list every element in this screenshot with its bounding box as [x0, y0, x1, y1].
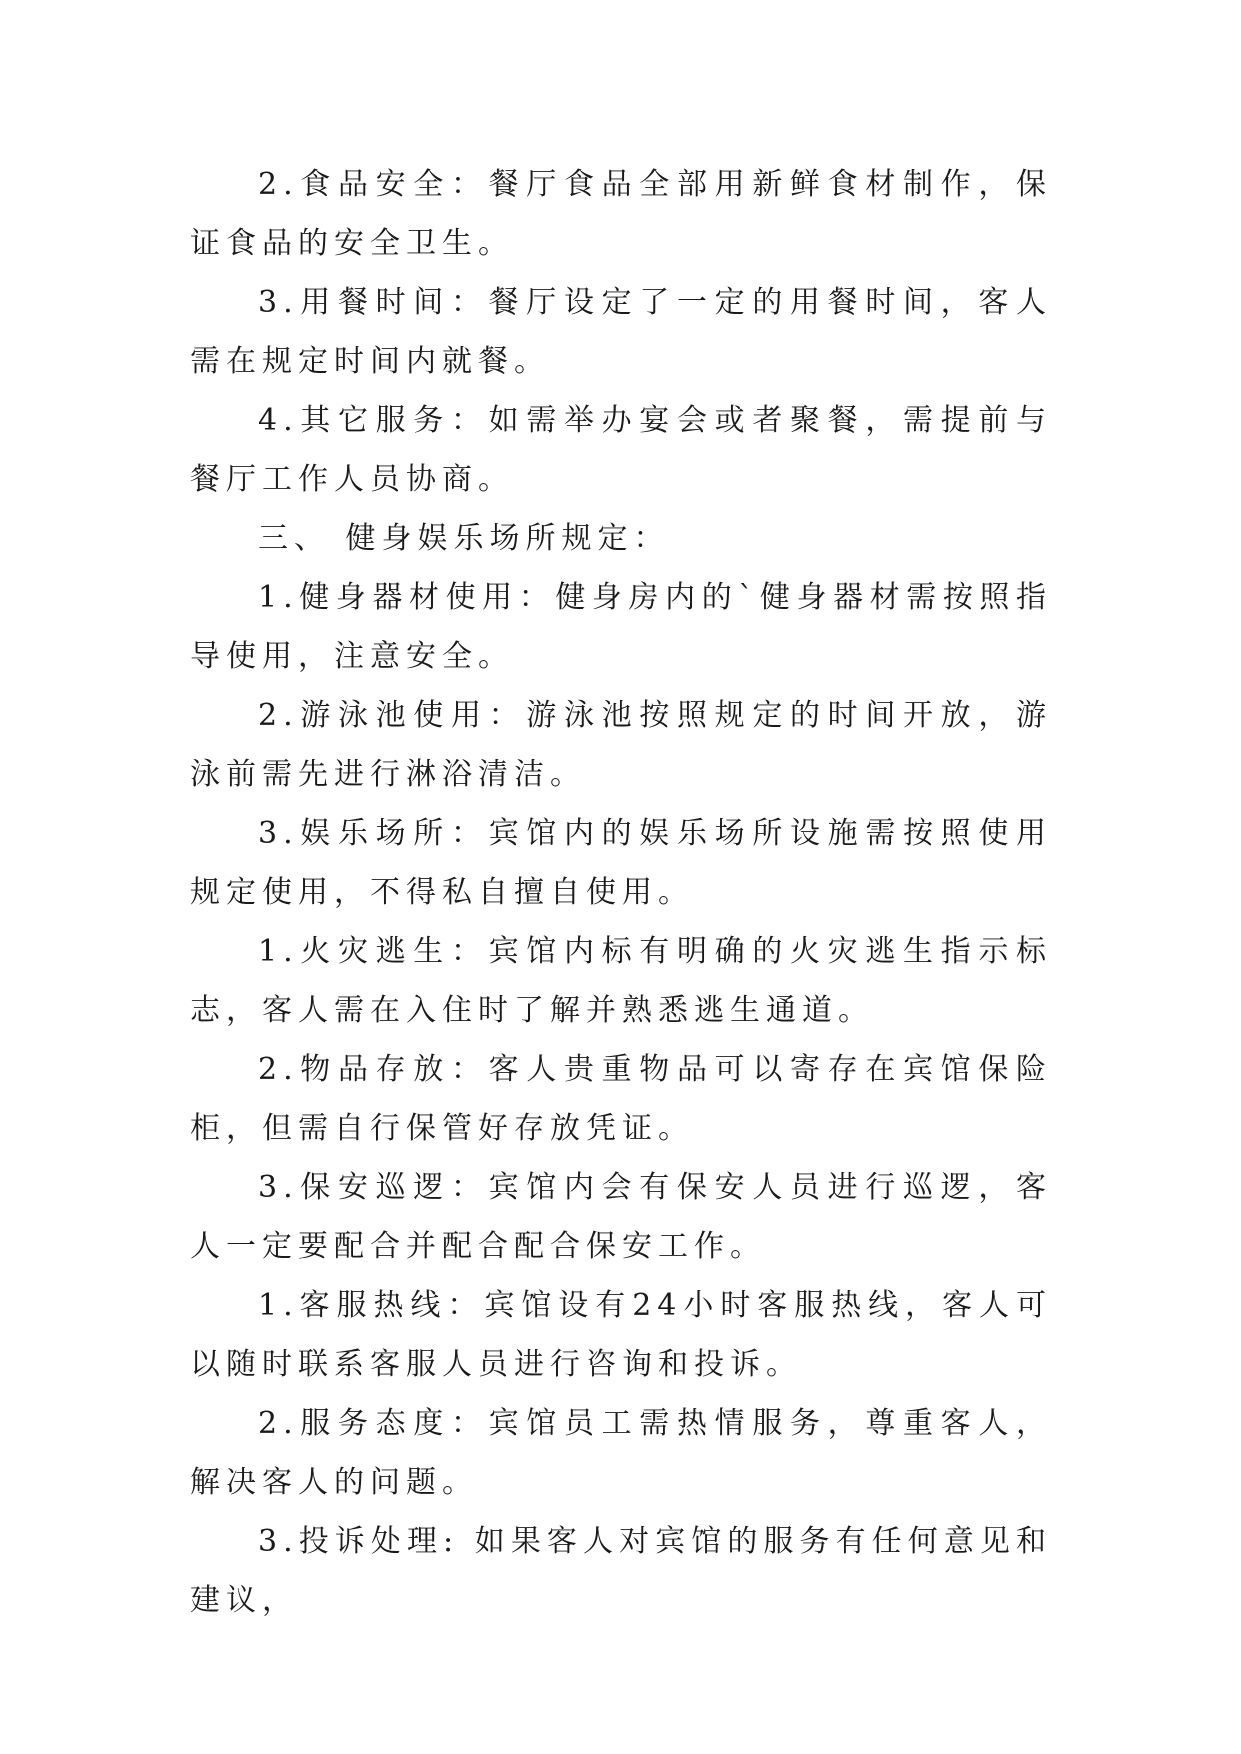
document-body — [190, 155, 1052, 1630]
section-heading-fitness: 三、 健身娱乐场所规定： — [258, 521, 670, 556]
paragraph-dining-time: 3.用餐时间：餐厅设定了一定的用餐时间，客人需在规定时间内就餐。 — [190, 285, 1052, 379]
paragraph-entertainment: 3.娱乐场所：宾馆内的娱乐场所设施需按照使用规定使用，不得私自擅自使用。 — [190, 816, 1052, 910]
paragraph-swimming-pool: 2.游泳池使用：游泳池按照规定的时间开放，游泳前需先进行淋浴清洁。 — [190, 698, 1052, 792]
paragraph-service-attitude: 2.服务态度：宾馆员工需热情服务，尊重客人，解决客人的问题。 — [190, 1406, 1052, 1500]
paragraph-item-storage: 2.物品存放：客人贵重物品可以寄存在宾馆保险柜，但需自行保管好存放凭证。 — [190, 1052, 1052, 1146]
paragraph-complaint-handling: 3.投诉处理: 如果客人对宾馆的服务有任何意见和建议， — [190, 1524, 1052, 1618]
paragraph-food-safety: 2.食品安全：餐厅食品全部用新鲜食材制作，保证食品的安全卫生。 — [190, 167, 1052, 261]
paragraph-security-patrol: 3.保安巡逻：宾馆内会有保安人员进行巡逻，客人一定要配合并配合配合保安工作。 — [190, 1170, 1052, 1264]
paragraph-fitness-equipment: 1.健身器材使用：健身房内的`健身器材需按照指导使用，注意安全。 — [190, 580, 1052, 674]
paragraph-service-hotline: 1.客服热线：宾馆设有24小时客服热线，客人可以随时联系客服人员进行咨询和投诉。 — [190, 1288, 1052, 1382]
paragraph-other-services: 4.其它服务：如需举办宴会或者聚餐，需提前与餐厅工作人员协商。 — [190, 403, 1052, 497]
paragraph-fire-escape: 1.火灾逃生：宾馆内标有明确的火灾逃生指示标志，客人需在入住时了解并熟悉逃生通道。 — [190, 934, 1052, 1028]
